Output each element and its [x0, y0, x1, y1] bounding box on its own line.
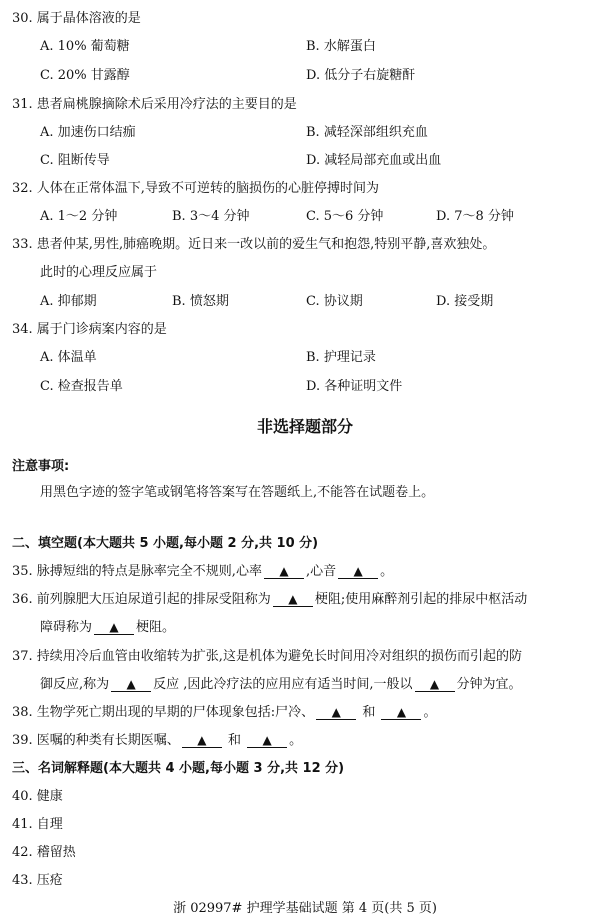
answer-blank: ▲	[338, 564, 378, 579]
question-39-text-1: 39. 医嘱的种类有长期医嘱、	[12, 733, 180, 748]
answer-blank: ▲	[415, 677, 455, 692]
question-35-text-2: ,心音	[305, 564, 337, 579]
terms-section-heading: 三、名词解释题(本大题共 4 小题,每小题 3 分,共 12 分)	[12, 761, 345, 776]
question-39-text-2: 和	[227, 733, 241, 748]
question-31-option-a: A. 加速伤口结痂	[40, 125, 136, 140]
answer-blank: ▲	[182, 733, 222, 748]
question-30-option-c: C. 20% 甘露醇	[40, 68, 130, 83]
question-38-text-1: 38. 生物学死亡期出现的早期的尸体现象包括:尸冷、	[12, 705, 315, 720]
question-33-stem-continued: 此时的心理反应属于	[40, 265, 158, 280]
answer-blank: ▲	[264, 564, 304, 579]
question-30-option-a: A. 10% 葡萄糖	[40, 39, 130, 54]
question-38-text-2: 和	[362, 705, 376, 720]
question-36-text-1: 36. 前列腺肥大压迫尿道引起的排尿受阻称为	[12, 592, 271, 607]
question-33-stem: 33. 患者仲某,男性,肺癌晚期。近日来一改以前的爱生气和抱怨,特别平静,喜欢独处。	[12, 237, 496, 252]
question-30-option-b: B. 水解蛋白	[306, 39, 376, 54]
question-39-text-3: 。	[289, 733, 303, 748]
question-37-text-2: 御反应,称为	[40, 677, 110, 692]
question-38	[12, 704, 437, 722]
question-36-line-1	[12, 591, 527, 609]
question-36-text-3: 障碍称为	[40, 620, 93, 635]
page-footer: 浙 02997# 护理学基础试题 第 4 页(共 5 页)	[173, 901, 437, 916]
answer-blank: ▲	[381, 705, 421, 720]
question-34-stem: 34. 属于门诊病案内容的是	[12, 322, 167, 337]
question-34-option-d: D. 各种证明文件	[306, 379, 403, 394]
question-32-option-d: D. 7～8 分钟	[436, 209, 514, 224]
question-37-line-1: 37. 持续用冷后血管由收缩转为扩张,这是机体为避免长时间用冷对组织的损伤而引起的防	[12, 649, 522, 664]
question-33-option-a: A. 抑郁期	[40, 294, 97, 309]
question-39	[12, 732, 302, 750]
question-32-option-c: C. 5～6 分钟	[306, 209, 384, 224]
question-38-text-3: 。	[423, 705, 437, 720]
answer-blank: ▲	[247, 733, 287, 748]
term-item: 42. 稽留热	[12, 845, 76, 860]
question-31-stem: 31. 患者扁桃腺摘除术后采用冷疗法的主要目的是	[12, 97, 297, 112]
question-35-text-3: 。	[380, 564, 394, 579]
question-34-option-a: A. 体温单	[40, 350, 97, 365]
notice-heading: 注意事项:	[12, 459, 70, 474]
question-36-text-4: 梗阻。	[136, 620, 176, 635]
term-item: 40. 健康	[12, 789, 63, 804]
term-item: 43. 压疮	[12, 873, 63, 888]
question-35-text-1: 35. 脉搏短绌的特点是脉率完全不规则,心率	[12, 564, 262, 579]
question-32-option-a: A. 1～2 分钟	[40, 209, 118, 224]
question-36-text-2: 梗阻;使用麻醉剂引起的排尿中枢活动	[314, 592, 528, 607]
question-30-stem: 30. 属于晶体溶液的是	[12, 11, 141, 26]
section-title: 非选择题部分	[256, 417, 353, 436]
question-36-line-2	[40, 619, 175, 637]
question-32-option-b: B. 3～4 分钟	[172, 209, 250, 224]
question-37-text-4: 分钟为宜。	[456, 677, 522, 692]
question-33-option-c: C. 协议期	[306, 294, 363, 309]
answer-blank: ▲	[273, 592, 313, 607]
question-32-stem: 32. 人体在正常体温下,导致不可逆转的脑损伤的心脏停搏时间为	[12, 181, 379, 196]
fill-section-heading: 二、填空题(本大题共 5 小题,每小题 2 分,共 10 分)	[12, 536, 319, 551]
question-31-option-c: C. 阻断传导	[40, 153, 110, 168]
question-31-option-d: D. 减轻局部充血或出血	[306, 153, 442, 168]
question-34-option-b: B. 护理记录	[306, 350, 376, 365]
question-37-text-3: 反应 ,因此冷疗法的应用应有适当时间,一般以	[153, 677, 413, 692]
question-31-option-b: B. 减轻深部组织充血	[306, 125, 428, 140]
question-33-option-b: B. 愤怒期	[172, 294, 229, 309]
question-33-option-d: D. 接受期	[436, 294, 494, 309]
answer-blank: ▲	[94, 620, 134, 635]
question-30-option-d: D. 低分子右旋糖酐	[306, 68, 416, 83]
term-item: 41. 自理	[12, 817, 63, 832]
answer-blank: ▲	[316, 705, 356, 720]
question-35	[12, 563, 393, 581]
question-34-option-c: C. 检查报告单	[40, 379, 123, 394]
question-37-line-2	[40, 676, 522, 694]
notice-body: 用黑色字迹的签字笔或钢笔将答案写在答题纸上,不能答在试题卷上。	[40, 485, 435, 500]
answer-blank: ▲	[111, 677, 151, 692]
